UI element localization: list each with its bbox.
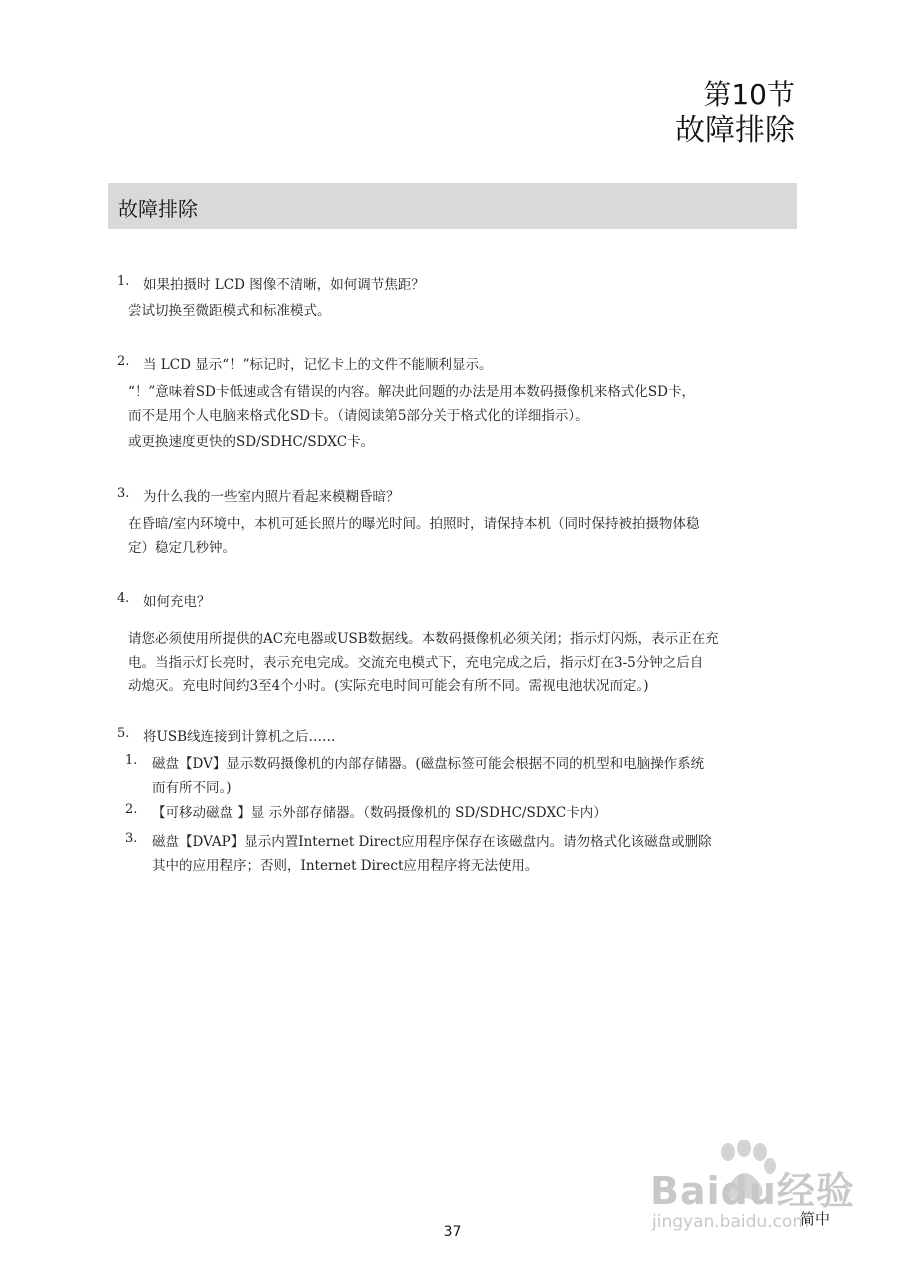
q2-answer-line: 而不是用个人电脑来格式化SD卡。（请阅读第5部分关于格式化的详细指示）。	[128, 408, 589, 424]
q5-item-number: 3.	[125, 831, 138, 846]
language-label: 简中	[800, 1210, 831, 1228]
q1-answer-line: 尝试切换至微距模式和标准模式。	[128, 303, 331, 319]
q4-number: 4.	[117, 591, 130, 606]
q3-question: 为什么我的一些室内照片看起来模糊昏暗？	[143, 489, 400, 505]
q2-answer-line: 或更换速度更快的SD/SDHC/SDXC卡。	[128, 434, 375, 450]
q3-answer-line: 定）稳定几秒钟。	[128, 540, 236, 556]
page-number: 37	[443, 1224, 462, 1240]
section-number: 第10节	[703, 78, 795, 111]
q3-answer-line: 在昏暗/室内环境中，本机可延长照片的曝光时间。拍照时，请保持本机（同时保持被拍摄物体稳	[128, 516, 700, 532]
q5-question: 将USB线连接到计算机之后……	[143, 729, 336, 745]
q4-answer-line: 动熄灭。充电时间约3至4个小时。(实际充电时间可能会有所不同。需视电池状况而定。)	[128, 678, 649, 694]
q2-answer-line: “！”意味着SD卡低速或含有错误的内容。解决此问题的办法是用本数码摄像机来格式化SD卡，	[128, 384, 695, 400]
q2-question: 当 LCD 显示“！”标记时，记忆卡上的文件不能顺利显示。	[143, 357, 493, 373]
q1-question: 如果拍摄时 LCD 图像不清晰，如何调节焦距？	[143, 277, 425, 293]
q5-item-line: 磁盘【DV】显示数码摄像机的内部存储器。(磁盘标签可能会根据不同的机型和电脑操作系统	[152, 756, 705, 772]
q3-number: 3.	[117, 486, 130, 501]
q5-item-line: 而有所不同。)	[152, 780, 232, 796]
q5-item-line: 磁盘【DVAP】显示内置Internet Direct应用程序保存在该磁盘内。请勿格式化该磁盘或删除	[152, 834, 712, 850]
watermark-logo: Baidu经验	[650, 1169, 855, 1213]
q5-number: 5.	[117, 726, 130, 741]
q5-item-line: 【可移动磁盘 】显 示外部存储器。（数码摄像机的 SD/SDHC/SDXC卡内）	[152, 805, 607, 821]
band-title: 故障排除	[118, 197, 198, 221]
q4-question: 如何充电？	[143, 594, 211, 610]
chapter-title: 故障排除	[675, 113, 795, 148]
section-band	[108, 183, 797, 229]
q2-number: 2.	[117, 354, 130, 369]
q1-number: 1.	[117, 274, 130, 289]
q5-item-line: 其中的应用程序；否则，Internet Direct应用程序将无法使用。	[152, 858, 539, 874]
q4-answer-line: 请您必须使用所提供的AC充电器或USB数据线。本数码摄像机必须关闭；指示灯闪烁，表示正在充	[128, 631, 719, 647]
q5-item-number: 2.	[125, 802, 138, 817]
q4-answer-line: 电。当指示灯长亮时，表示充电完成。交流充电模式下，充电完成之后，指示灯在3-5分钟之后自	[128, 655, 704, 671]
q5-item-number: 1.	[125, 753, 138, 768]
watermark-url: jingyan.baidu.com	[652, 1212, 809, 1232]
chapter-heading	[675, 78, 795, 150]
